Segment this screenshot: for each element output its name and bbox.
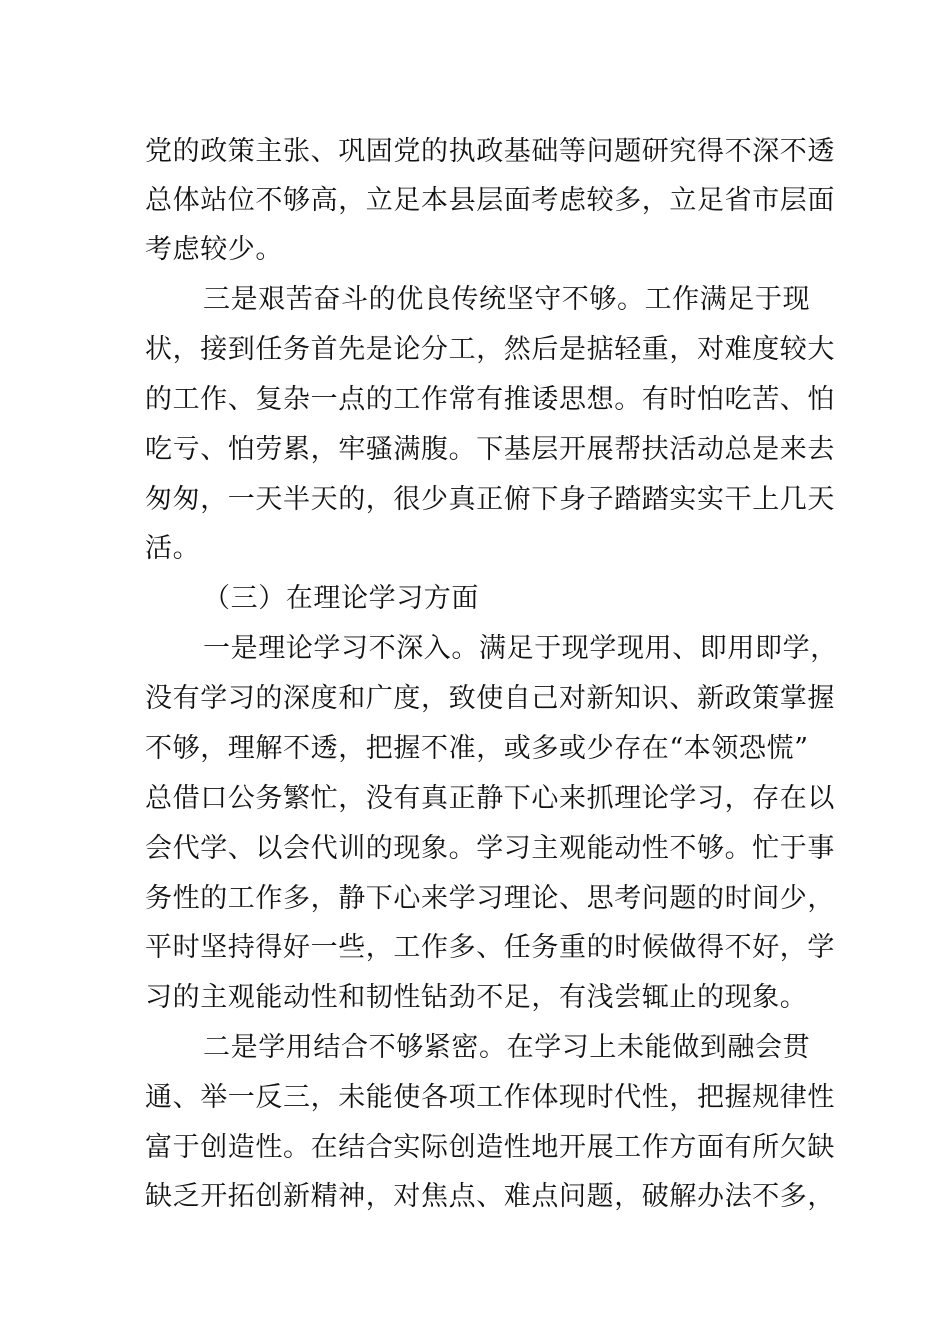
text-line: 总借口公务繁忙，没有真正静下心来抓理论学习，存在以 <box>145 783 835 814</box>
text-line: 的工作、复杂一点的工作常有推诿思想。有时怕吃苦、怕 <box>145 384 835 415</box>
text-line: 总体站位不够高，立足本县层面考虑较多，立足省市层面 <box>145 185 835 216</box>
text-line: 不够，理解不透，把握不准，或多或少存在“本领恐慌” <box>145 733 809 764</box>
paragraph-start-line: 二是学用结合不够紧密。在学习上未能做到融会贯 <box>203 1032 811 1063</box>
text-line: 平时坚持得好一些，工作多、任务重的时候做得不好，学 <box>145 932 835 963</box>
text-line: 通、举一反三，未能使各项工作体现时代性，把握规律性 <box>145 1082 835 1113</box>
text-line: 考虑较少。 <box>145 234 283 265</box>
text-line: 会代学、以会代训的现象。学习主观能动性不够。忙于事 <box>145 833 835 864</box>
text-line: 活。 <box>145 533 201 564</box>
text-line: 习的主观能动性和韧性钻劲不足，有浅尝辄止的现象。 <box>145 982 808 1013</box>
text-line: 富于创造性。在结合实际创造性地开展工作方面有所欠缺 <box>145 1132 835 1163</box>
text-line: 党的政策主张、巩固党的执政基础等问题研究得不深不透 <box>145 136 835 167</box>
text-line: 吃亏、怕劳累，牢骚满腹。下基层开展帮扶活动总是来去 <box>145 434 835 465</box>
section-heading: （三）在理论学习方面 <box>203 583 479 614</box>
text-line: 状，接到任务首先是论分工，然后是掂轻重，对难度较大 <box>145 334 835 365</box>
paragraph-start-line: 一是理论学习不深入。满足于现学现用、即用即学， <box>203 633 838 664</box>
text-line: 匆匆，一天半天的，很少真正俯下身子踏踏实实干上几天 <box>145 484 835 515</box>
text-line: 没有学习的深度和广度，致使自己对新知识、新政策掌握 <box>145 683 835 714</box>
text-line: 缺乏开拓创新精神，对焦点、难点问题，破解办法不多， <box>145 1181 835 1212</box>
text-line: 务性的工作多，静下心来学习理论、思考问题的时间少， <box>145 883 835 914</box>
paragraph-start-line: 三是艰苦奋斗的优良传统坚守不够。工作满足于现 <box>203 284 811 315</box>
